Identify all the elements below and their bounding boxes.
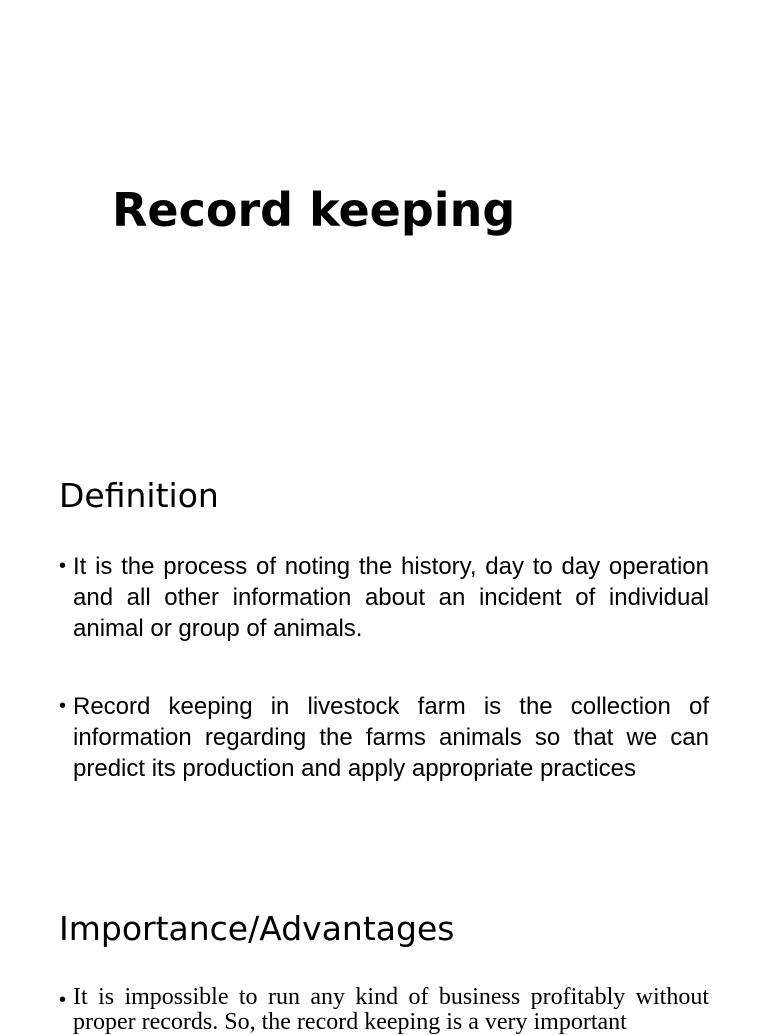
bullet-item <box>59 985 709 1035</box>
section-heading-importance: Importance/Advantages <box>59 909 455 948</box>
bullet-icon: • <box>59 695 67 717</box>
bullet-icon: • <box>59 555 67 577</box>
bullet-text: Record keeping in livestock farm is the collection of information regarding the farms animals so that we can predict its production and apply appropriate practices <box>73 693 709 782</box>
bullet-item <box>59 691 709 784</box>
bullet-text: It is the process of noting the history, day to day operation and all other information about an incident of individual animal or group of animals. <box>73 553 709 642</box>
bullet-icon: • <box>59 989 67 1011</box>
slide-title: Record keeping <box>112 183 516 237</box>
bullet-item <box>59 551 709 644</box>
bullet-text: It is impossible to run any kind of business profitably without proper records. So, the record keeping is a very important <box>73 984 709 1035</box>
section-heading-definition: Definition <box>59 476 219 515</box>
